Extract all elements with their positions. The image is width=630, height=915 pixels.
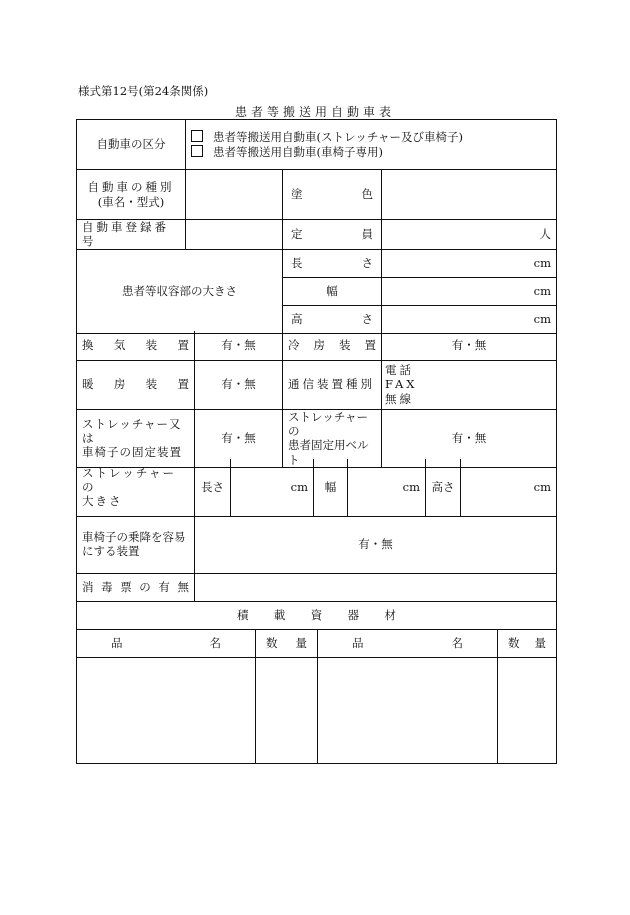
equipment-title-row [77, 601, 557, 629]
stretcher-size-row [77, 459, 557, 516]
compartment-length-label: 長 さ [283, 249, 382, 277]
form-title: 患者等搬送用自動車表 [234, 105, 395, 119]
equipment-title: 積 載 資 器 材 [77, 601, 557, 629]
ventilation-row [77, 331, 557, 360]
cooling-value[interactable]: 有・無 [382, 331, 557, 360]
vehicle-class-options [186, 120, 557, 170]
compartment-length-row [77, 249, 557, 277]
stretcher-fix-value[interactable]: 有・無 [195, 409, 283, 468]
compartment-width-label: 幅 [283, 277, 382, 305]
disinfect-row [77, 573, 557, 601]
compartment-width-unit: cm [382, 277, 557, 305]
vehicle-type-field[interactable] [186, 170, 283, 220]
paint-field[interactable] [382, 170, 557, 220]
ventilation-value[interactable]: 有・無 [195, 331, 283, 360]
comm-options [382, 360, 557, 409]
vehicle-class-option[interactable]: 患者等搬送用自動車(車椅子専用) [191, 145, 551, 159]
stretcher-length-label: 長さ [195, 459, 231, 516]
vehicle-table [76, 119, 557, 334]
belt-label: ストレッチャーの 患者固定用ベルト [283, 409, 382, 468]
lift-row [77, 516, 557, 573]
disinfect-label: 消 毒 票 の 有 無 [77, 573, 195, 601]
disinfect-field[interactable] [195, 573, 557, 601]
comm-option[interactable]: 無線 [385, 391, 414, 406]
equipment-entry-row [77, 657, 557, 763]
checkbox-icon[interactable] [191, 145, 203, 157]
item-name-field[interactable] [77, 657, 256, 763]
stretcher-width-label: 幅 [314, 459, 348, 516]
capacity-unit: 人 [382, 220, 557, 250]
compartment-length-unit: cm [382, 249, 557, 277]
registration-row [77, 220, 557, 250]
stretcher-height-label: 高さ [426, 459, 461, 516]
comm-option[interactable]: 電話 [385, 362, 414, 377]
item-name-header: 品 名 [77, 629, 256, 657]
stretcher-width-unit: cm [348, 459, 426, 516]
comm-label: 通信装置種別 [283, 360, 382, 409]
equipment-status-table [76, 331, 557, 468]
stretcher-size-label: ストレッチャーの 大きさ [77, 459, 195, 516]
cooling-label: 冷 房 装 置 [283, 331, 382, 360]
stretcher-fix-label: ストレッチャー又は 車椅子の固定装置 [77, 409, 195, 468]
registration-label: 自動車登録番号 [77, 220, 186, 250]
stretcher-size-table [76, 459, 557, 517]
equipment-header-row [77, 629, 557, 657]
stretcher-length-unit: cm [231, 459, 314, 516]
quantity-field[interactable] [256, 657, 318, 763]
paint-label: 塗 色 [283, 170, 382, 220]
quantity-header: 数 量 [498, 629, 557, 657]
compartment-height-unit: cm [382, 305, 557, 333]
vehicle-class-label: 自動車の区分 [77, 120, 186, 170]
heating-row [77, 360, 557, 409]
vehicle-type-row [77, 170, 557, 220]
vehicle-class-row [77, 120, 557, 170]
comm-option[interactable]: FAX [385, 377, 418, 392]
heating-value[interactable]: 有・無 [195, 360, 283, 409]
lift-value[interactable]: 有・無 [195, 516, 557, 573]
quantity-header: 数 量 [256, 629, 318, 657]
item-name-header: 品 名 [318, 629, 498, 657]
heating-label: 暖 房 装 置 [77, 360, 195, 409]
compartment-label: 患者等収容部の大きさ [77, 249, 283, 333]
ventilation-label: 換 気 装 置 [77, 331, 195, 360]
item-name-field[interactable] [318, 657, 498, 763]
vehicle-class-option[interactable]: 患者等搬送用自動車(ストレッチャー及び車椅子) [191, 130, 551, 144]
stretcher-height-unit: cm [461, 459, 557, 516]
form-number: 様式第12号(第24条関係) [78, 84, 209, 98]
lift-table [76, 516, 557, 630]
lift-label: 車椅子の乗降を容易 にする装置 [77, 516, 195, 573]
quantity-field[interactable] [498, 657, 557, 763]
vehicle-type-label: 自動車の種別 (車名・型式) [77, 170, 186, 220]
belt-value[interactable]: 有・無 [382, 409, 557, 468]
equipment-list-table [76, 629, 557, 764]
checkbox-icon[interactable] [191, 130, 203, 142]
registration-field[interactable] [186, 220, 283, 250]
compartment-height-label: 高 さ [283, 305, 382, 333]
capacity-label: 定 員 [283, 220, 382, 250]
